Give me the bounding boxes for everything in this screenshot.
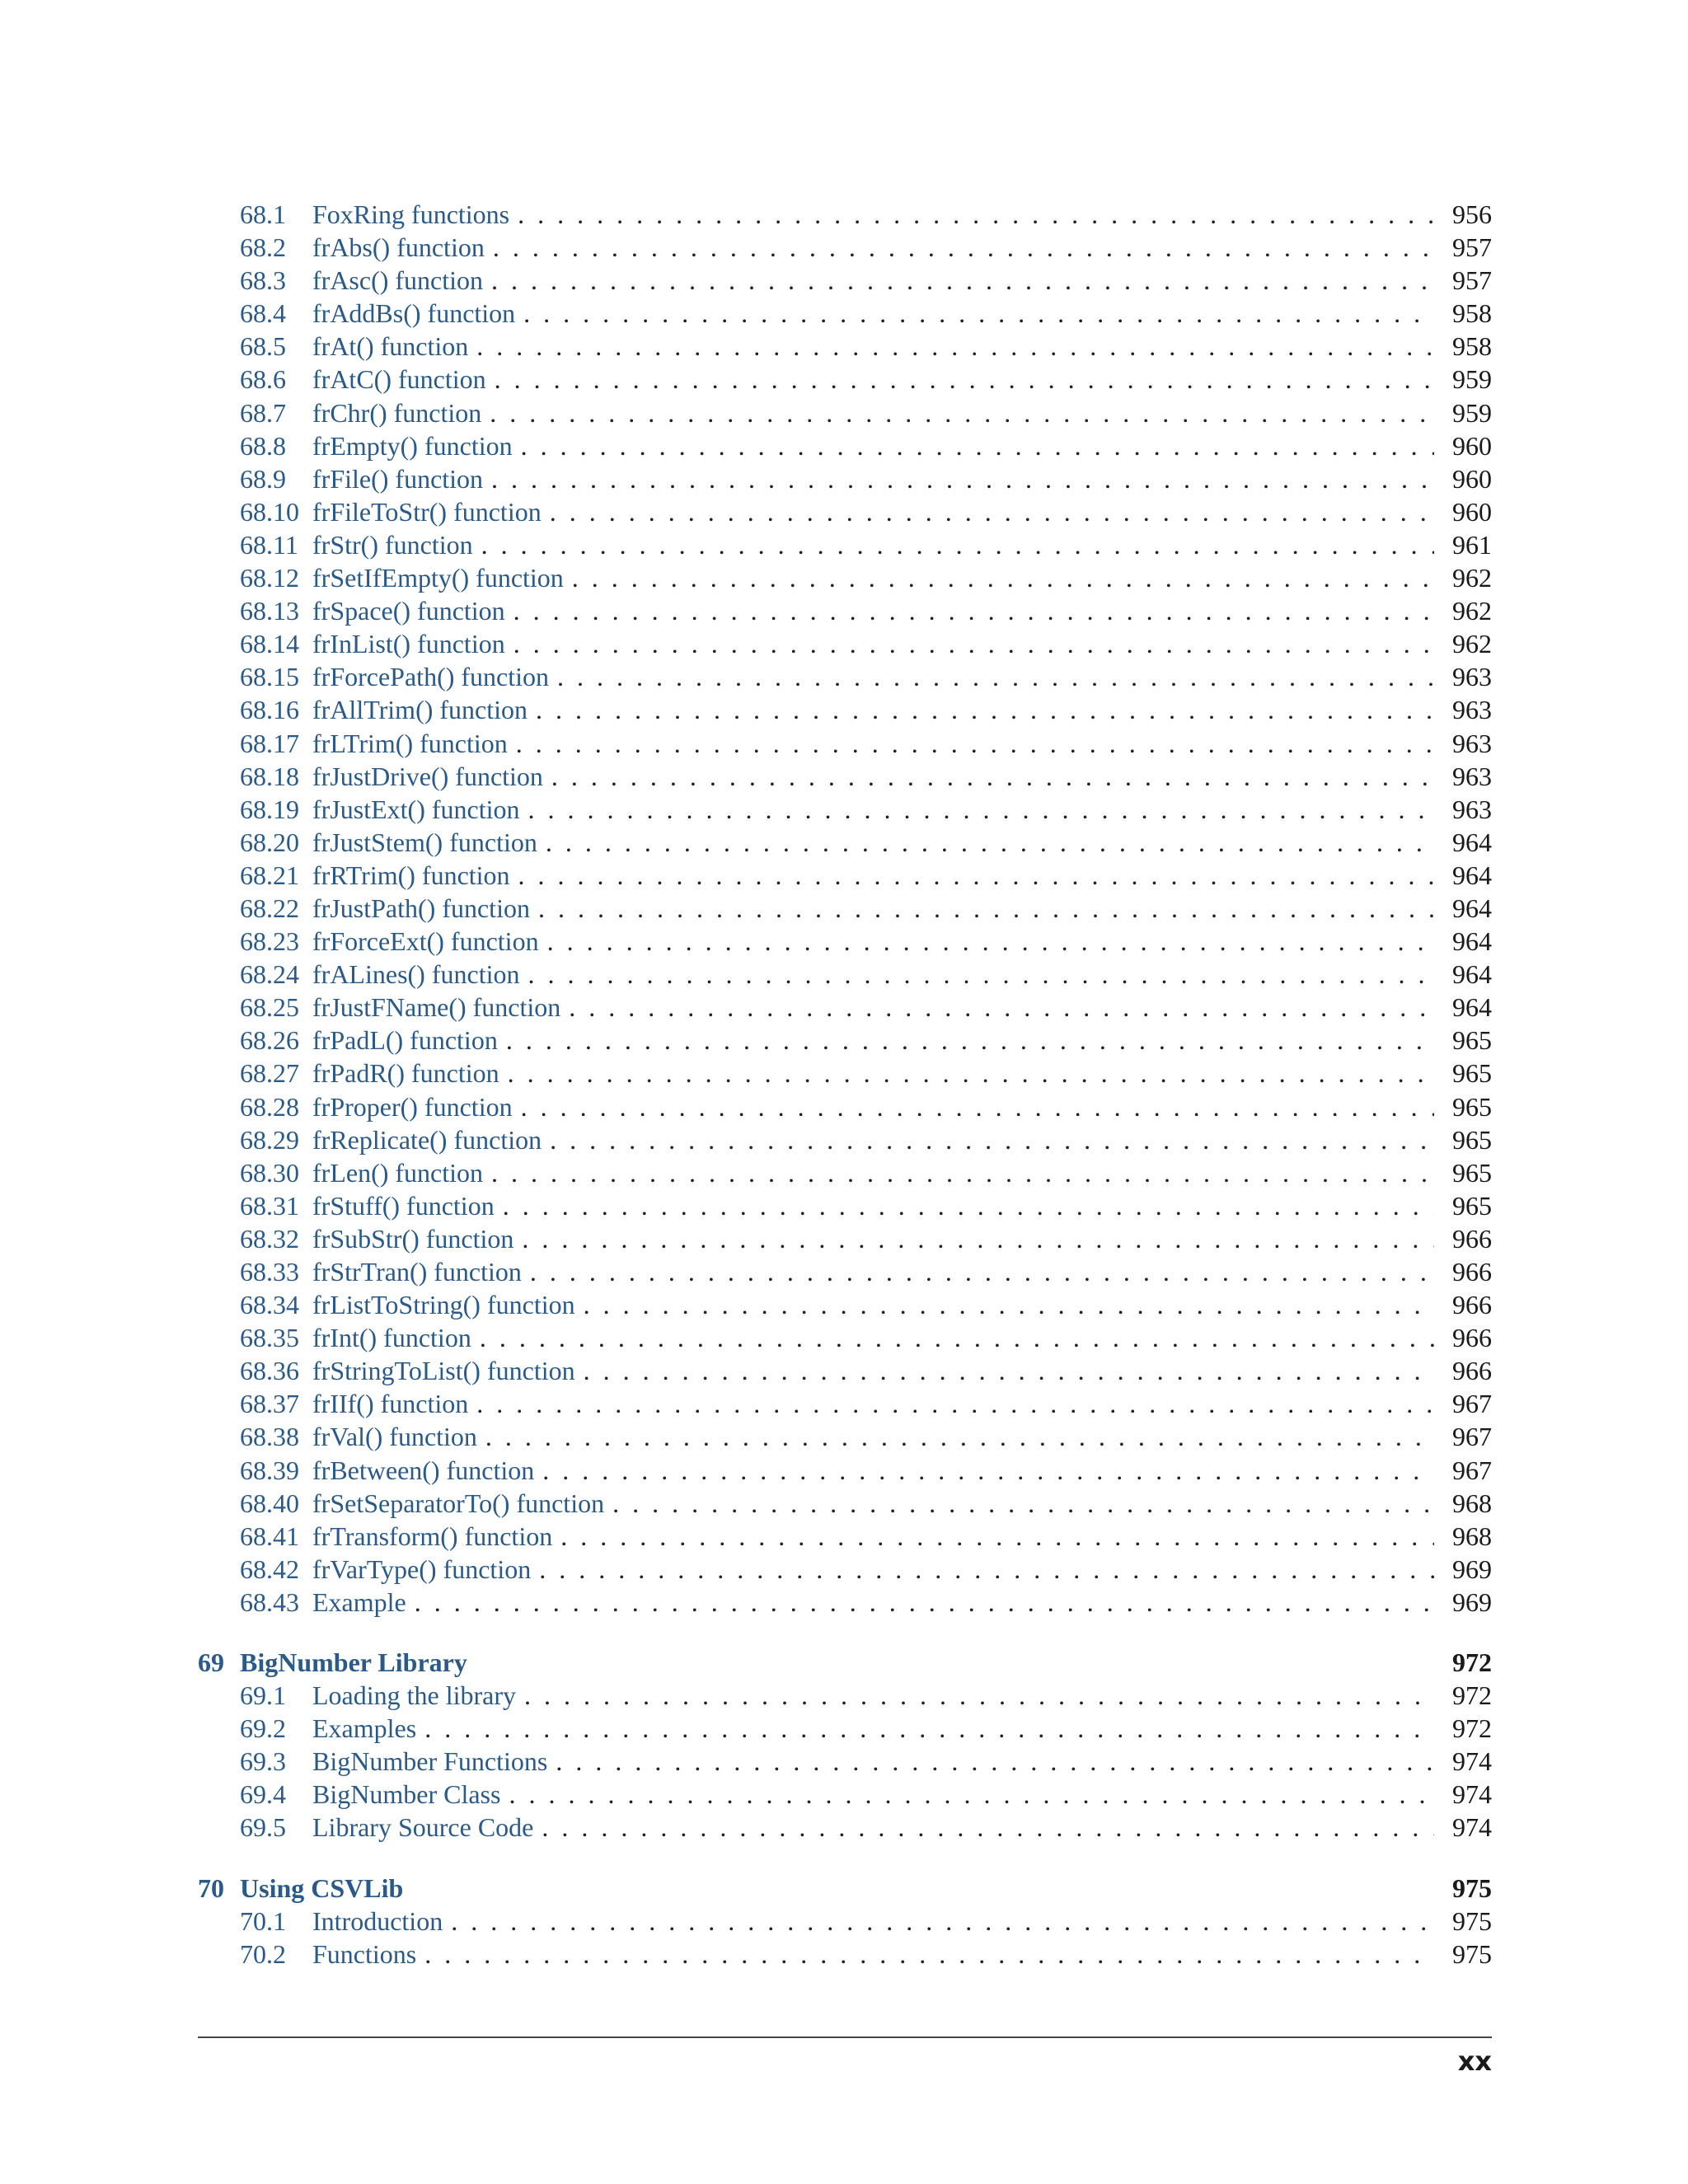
page-number: 965 [1452, 1091, 1492, 1122]
toc-entry[interactable] [198, 727, 1492, 760]
section-title[interactable]: frSpace() function [312, 596, 505, 626]
toc-entry[interactable] [198, 991, 1492, 1024]
section-number: 68.34 [240, 1290, 299, 1320]
section-title[interactable]: BigNumber Functions [312, 1746, 548, 1777]
dot-leader [560, 1520, 1434, 1553]
dot-leader [424, 1938, 1434, 1971]
section-number: 68.35 [240, 1323, 299, 1353]
section-number: 68.33 [240, 1257, 299, 1286]
toc-entry[interactable] [198, 495, 1492, 528]
toc-entry[interactable] [198, 1024, 1492, 1057]
dot-leader [542, 1454, 1434, 1487]
dot-leader [518, 859, 1434, 892]
dot-leader [528, 958, 1434, 991]
toc-entry[interactable] [198, 925, 1492, 958]
toc-entry[interactable] [198, 1255, 1492, 1288]
section-title[interactable]: frFileToStr() function [312, 496, 542, 527]
page-number: 963 [1452, 794, 1492, 824]
page-number: 964 [1452, 992, 1492, 1023]
section-number: 68.16 [240, 695, 299, 725]
section-number: 68.22 [240, 893, 299, 923]
page-number: 962 [1452, 563, 1492, 593]
section-title[interactable]: frAt() function [312, 331, 469, 362]
dot-leader [485, 1420, 1434, 1453]
section-title[interactable]: frLen() function [312, 1157, 484, 1188]
page-number: 963 [1452, 761, 1492, 791]
section-number: 68.23 [240, 926, 299, 957]
chapter-page: 972 [1452, 1647, 1492, 1678]
dot-leader [476, 330, 1434, 363]
section-title[interactable]: frRTrim() function [312, 860, 510, 890]
section-number: 68.12 [240, 563, 299, 593]
page-number: 959 [1452, 364, 1492, 395]
dot-leader [539, 1553, 1434, 1586]
section-title[interactable]: frEmpty() function [312, 430, 513, 461]
dot-leader [508, 1057, 1434, 1090]
dot-leader [547, 925, 1434, 958]
section-number: 68.15 [240, 662, 299, 692]
section-number: 69.3 [240, 1746, 286, 1777]
section-title[interactable]: frForceExt() function [312, 926, 539, 957]
page-number: 968 [1452, 1488, 1492, 1518]
toc-entry[interactable] [198, 1553, 1492, 1586]
page-number: 966 [1452, 1290, 1492, 1320]
toc-entry[interactable] [198, 1222, 1492, 1255]
page-folio: xx [1457, 2046, 1492, 2077]
dot-leader [584, 1354, 1434, 1387]
section-title[interactable]: frPadL() function [312, 1025, 498, 1056]
page-number: 967 [1452, 1422, 1492, 1452]
section-number: 68.32 [240, 1223, 299, 1254]
section-title[interactable]: frVarType() function [312, 1554, 532, 1584]
table-of-contents [198, 198, 1492, 1971]
dot-leader [509, 1778, 1434, 1811]
dot-leader [513, 594, 1434, 627]
page-number: 965 [1452, 1157, 1492, 1188]
toc-entry[interactable] [198, 1057, 1492, 1090]
toc-entry[interactable] [198, 1288, 1492, 1321]
section-number: 68.30 [240, 1157, 299, 1188]
page-number: 958 [1452, 298, 1492, 329]
toc-entry[interactable] [198, 1387, 1492, 1420]
section-number: 68.2 [240, 232, 286, 263]
dot-leader [493, 231, 1434, 264]
section-number: 68.10 [240, 496, 299, 527]
page-number: 957 [1452, 232, 1492, 263]
page-number: 965 [1452, 1124, 1492, 1155]
page-number: 963 [1452, 728, 1492, 758]
toc-entry[interactable] [198, 958, 1492, 991]
toc-entry[interactable] [198, 1712, 1492, 1745]
section-title[interactable]: frAtC() function [312, 364, 486, 395]
section-number: 68.8 [240, 430, 286, 461]
section-number: 68.1 [240, 199, 286, 229]
section-title[interactable]: frJustStem() function [312, 827, 537, 857]
dot-leader [569, 991, 1434, 1024]
toc-entry[interactable] [198, 462, 1492, 495]
toc-entry[interactable] [198, 1586, 1492, 1619]
dot-leader [516, 727, 1434, 760]
section-title[interactable]: frALines() function [312, 959, 520, 990]
section-number: 69.2 [240, 1713, 286, 1744]
toc-entry[interactable] [198, 1905, 1492, 1938]
dot-leader [513, 627, 1434, 660]
toc-entry[interactable] [198, 1189, 1492, 1222]
page-number: 963 [1452, 662, 1492, 692]
toc-entry[interactable] [198, 660, 1492, 693]
section-title[interactable]: Introduction [312, 1905, 443, 1936]
toc-entry[interactable] [198, 1156, 1492, 1189]
toc-entry[interactable] [198, 429, 1492, 462]
dot-leader [542, 1811, 1434, 1844]
section-title[interactable]: frAbs() function [312, 232, 485, 263]
page-number: 964 [1452, 827, 1492, 857]
page-number: 974 [1452, 1779, 1492, 1810]
dot-leader [503, 1189, 1434, 1222]
toc-entry[interactable] [198, 859, 1492, 892]
section-title[interactable]: frReplicate() function [312, 1124, 542, 1155]
section-title[interactable]: Functions [312, 1938, 417, 1969]
section-title[interactable]: FoxRing functions [312, 199, 510, 229]
toc-entry[interactable] [198, 760, 1492, 793]
page-number: 960 [1452, 496, 1492, 527]
toc-entry[interactable] [198, 396, 1492, 429]
section-title[interactable]: frIIf() function [312, 1389, 469, 1419]
dot-leader [476, 1387, 1434, 1420]
section-title[interactable]: frJustExt() function [312, 794, 520, 824]
section-title[interactable]: frSubStr() function [312, 1223, 514, 1254]
toc-entry[interactable] [198, 1420, 1492, 1453]
dot-leader [538, 892, 1434, 925]
section-number: 69.4 [240, 1779, 286, 1810]
section-number: 68.18 [240, 761, 299, 791]
section-number: 68.20 [240, 827, 299, 857]
dot-leader [451, 1905, 1434, 1938]
section-title[interactable]: frAsc() function [312, 265, 484, 296]
section-number: 68.5 [240, 331, 286, 362]
section-title[interactable]: frProper() function [312, 1091, 513, 1122]
toc-entry[interactable] [198, 264, 1492, 297]
section-title[interactable]: frInt() function [312, 1323, 471, 1353]
page-number: 967 [1452, 1455, 1492, 1485]
dot-leader [491, 462, 1434, 495]
chapter-number: 69 [198, 1647, 224, 1678]
page-number: 965 [1452, 1025, 1492, 1056]
dot-leader [481, 528, 1434, 561]
dot-leader [584, 1288, 1434, 1321]
section-title[interactable]: frSetSeparatorTo() function [312, 1488, 605, 1518]
dot-leader [612, 1487, 1434, 1520]
toc-entry[interactable] [198, 297, 1492, 330]
section-title[interactable]: frListToString() function [312, 1290, 575, 1320]
section-title[interactable]: frLTrim() function [312, 728, 508, 758]
page-number: 972 [1452, 1713, 1492, 1744]
section-title[interactable]: frSetIfEmpty() function [312, 563, 564, 593]
section-title[interactable]: frAddBs() function [312, 298, 516, 329]
section-number: 68.13 [240, 596, 299, 626]
section-number: 68.36 [240, 1356, 299, 1386]
section-number: 70.1 [240, 1905, 286, 1936]
page-number: 966 [1452, 1257, 1492, 1286]
page-number: 966 [1452, 1223, 1492, 1254]
page-number: 969 [1452, 1586, 1492, 1617]
section-number: 68.7 [240, 397, 286, 428]
section-title[interactable]: Library Source Code [312, 1812, 534, 1843]
toc-entry[interactable] [198, 1679, 1492, 1712]
toc-entry[interactable] [198, 1454, 1492, 1487]
dot-leader [530, 1255, 1434, 1288]
dot-leader [491, 264, 1434, 297]
dot-leader [491, 1156, 1434, 1189]
section-title[interactable]: frJustFName() function [312, 992, 561, 1023]
section-title[interactable]: frVal() function [312, 1422, 477, 1452]
section-title[interactable]: BigNumber Class [312, 1779, 501, 1810]
dot-leader [546, 826, 1434, 859]
page-number: 969 [1452, 1554, 1492, 1584]
section-title[interactable]: Examples [312, 1713, 417, 1744]
toc-entry[interactable] [198, 1938, 1492, 1971]
section-number: 68.37 [240, 1389, 299, 1419]
page-number: 962 [1452, 596, 1492, 626]
toc-entry[interactable] [198, 892, 1492, 925]
section-title[interactable]: Example [312, 1586, 406, 1617]
section-number: 69.1 [240, 1680, 286, 1711]
toc-entry[interactable] [198, 363, 1492, 396]
section-title[interactable]: frPadR() function [312, 1058, 499, 1089]
dot-leader [528, 793, 1435, 826]
page-number: 965 [1452, 1190, 1492, 1221]
section-number: 68.40 [240, 1488, 299, 1518]
section-number: 68.39 [240, 1455, 299, 1485]
section-number: 68.6 [240, 364, 286, 395]
page-number: 960 [1452, 463, 1492, 494]
dot-leader [550, 495, 1434, 528]
dot-leader [521, 1090, 1434, 1123]
section-title[interactable]: frStuff() function [312, 1190, 495, 1221]
toc-entry[interactable] [198, 1123, 1492, 1156]
toc-entry[interactable] [198, 1811, 1492, 1844]
page-number: 960 [1452, 430, 1492, 461]
section-number: 68.41 [240, 1521, 299, 1551]
toc-entry[interactable] [198, 1520, 1492, 1553]
page-number: 962 [1452, 629, 1492, 659]
toc-entry[interactable] [198, 1354, 1492, 1387]
section-title[interactable]: frBetween() function [312, 1455, 535, 1485]
dot-leader [424, 1712, 1434, 1745]
section-title[interactable]: frFile() function [312, 463, 484, 494]
section-number: 68.21 [240, 860, 299, 890]
section-number: 69.5 [240, 1812, 286, 1843]
page-number: 966 [1452, 1356, 1492, 1386]
section-list-70 [198, 1905, 1492, 1971]
section-number: 70.2 [240, 1938, 286, 1969]
toc-entry[interactable] [198, 330, 1492, 363]
dot-leader [556, 1745, 1434, 1778]
section-number: 68.4 [240, 298, 286, 329]
dot-leader [536, 693, 1434, 726]
chapter-title[interactable]: Using CSVLib [240, 1872, 404, 1903]
dot-leader [523, 297, 1434, 330]
dot-leader [495, 363, 1434, 396]
page-number: 968 [1452, 1521, 1492, 1551]
section-number: 68.25 [240, 992, 299, 1023]
section-number: 68.17 [240, 728, 299, 758]
dot-leader [480, 1321, 1434, 1354]
dot-leader [522, 1222, 1434, 1255]
page-number: 964 [1452, 926, 1492, 957]
dot-leader [551, 760, 1434, 793]
page-number: 961 [1452, 529, 1492, 560]
toc-entry[interactable] [198, 693, 1492, 726]
section-title[interactable]: frTransform() function [312, 1521, 553, 1551]
toc-entry[interactable] [198, 594, 1492, 627]
dot-leader [518, 198, 1434, 231]
toc-entry[interactable] [198, 561, 1492, 594]
toc-entry[interactable] [198, 627, 1492, 660]
page-number: 964 [1452, 893, 1492, 923]
section-title[interactable]: frChr() function [312, 397, 482, 428]
dot-leader [550, 1123, 1434, 1156]
dot-leader [415, 1586, 1434, 1619]
section-title[interactable]: frAllTrim() function [312, 695, 528, 725]
page-number: 957 [1452, 265, 1492, 296]
section-title[interactable]: frStringToList() function [312, 1356, 575, 1386]
page-number: 956 [1452, 199, 1492, 229]
section-number: 68.38 [240, 1422, 299, 1452]
dot-leader [506, 1024, 1434, 1057]
page-number: 959 [1452, 397, 1492, 428]
page-number: 958 [1452, 331, 1492, 362]
section-list-68 [198, 198, 1492, 1619]
chapter-number: 70 [198, 1872, 224, 1903]
section-title[interactable]: frInList() function [312, 629, 505, 659]
section-number: 68.42 [240, 1554, 299, 1584]
toc-entry[interactable] [198, 198, 1492, 231]
toc-entry[interactable] [198, 826, 1492, 859]
footer-rule [198, 2036, 1492, 2038]
section-title[interactable]: frJustDrive() function [312, 761, 543, 791]
section-number: 68.19 [240, 794, 299, 824]
toc-entry[interactable] [198, 1321, 1492, 1354]
section-title[interactable]: frForcePath() function [312, 662, 550, 692]
chapter-page: 975 [1452, 1872, 1492, 1903]
toc-entry[interactable] [198, 528, 1492, 561]
section-number: 68.28 [240, 1091, 299, 1122]
page-number: 964 [1452, 959, 1492, 990]
toc-entry[interactable] [198, 1090, 1492, 1123]
section-title[interactable]: frJustPath() function [312, 893, 530, 923]
section-number: 68.11 [240, 529, 298, 560]
section-title[interactable]: Loading the library [312, 1680, 517, 1711]
page-number: 963 [1452, 695, 1492, 725]
page-number: 974 [1452, 1812, 1492, 1843]
section-number: 68.29 [240, 1124, 299, 1155]
section-title[interactable]: frStr() function [312, 529, 473, 560]
section-number: 68.14 [240, 629, 299, 659]
page-number: 965 [1452, 1058, 1492, 1089]
page-number: 966 [1452, 1323, 1492, 1353]
page-number: 967 [1452, 1389, 1492, 1419]
toc-entry[interactable] [198, 1778, 1492, 1811]
section-number: 68.9 [240, 463, 286, 494]
page-number: 975 [1452, 1938, 1492, 1969]
dot-leader [524, 1679, 1434, 1712]
chapter-entry-70[interactable] [198, 1872, 1492, 1905]
section-number: 68.3 [240, 265, 286, 296]
section-list-69 [198, 1679, 1492, 1844]
section-number: 68.31 [240, 1190, 299, 1221]
section-number: 68.27 [240, 1058, 299, 1089]
page-number: 972 [1452, 1680, 1492, 1711]
toc-entry[interactable] [198, 1487, 1492, 1520]
page-number: 974 [1452, 1746, 1492, 1777]
toc-entry[interactable] [198, 1745, 1492, 1778]
chapter-entry-69[interactable] [198, 1646, 1492, 1679]
section-number: 68.43 [240, 1586, 299, 1617]
page-number: 964 [1452, 860, 1492, 890]
dot-leader [557, 660, 1434, 693]
section-number: 68.26 [240, 1025, 299, 1056]
toc-entry[interactable] [198, 793, 1492, 826]
dot-leader [572, 561, 1434, 594]
toc-entry[interactable] [198, 231, 1492, 264]
section-number: 68.24 [240, 959, 299, 990]
page-number: 975 [1452, 1905, 1492, 1936]
dot-leader [490, 396, 1434, 429]
chapter-title[interactable]: BigNumber Library [240, 1647, 467, 1678]
section-title[interactable]: frStrTran() function [312, 1257, 522, 1286]
dot-leader [521, 429, 1434, 462]
